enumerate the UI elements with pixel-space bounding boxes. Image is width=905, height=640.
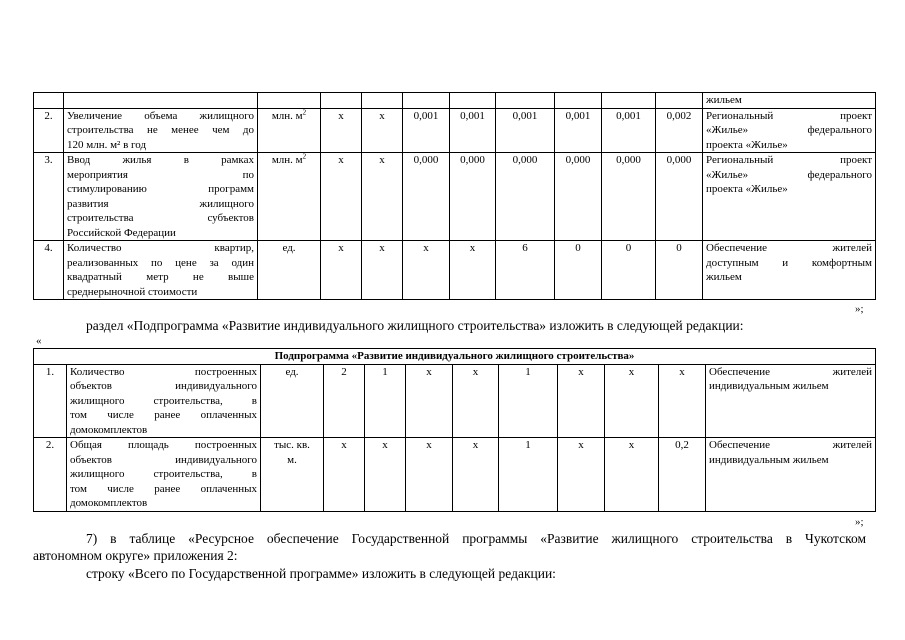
note-cell-line: Обеспечение жителей — [709, 365, 873, 378]
year-value: x — [321, 241, 362, 300]
table-row — [34, 108, 876, 153]
year-value: x — [321, 153, 362, 241]
ihc-subprogram-body — [34, 364, 876, 511]
indicator-name-line: строительства не менее чем до — [67, 124, 254, 136]
table-row — [34, 93, 876, 109]
year-value — [321, 93, 362, 109]
note-cell-line: Региональный проект — [706, 154, 872, 166]
year-value — [602, 93, 656, 109]
note-cell-line: Обеспечение жителей — [709, 439, 873, 451]
indicator-name-line: Количество квартир, — [67, 242, 254, 254]
year-value: 0,002 — [656, 108, 703, 153]
indicator-name — [67, 364, 261, 438]
unit-cell — [258, 153, 321, 241]
indicator-name-line: объектов индивидуального — [70, 380, 257, 392]
indicator-name-line: Количество построенных — [70, 365, 257, 378]
unit-label: млн. м — [271, 154, 303, 166]
row-number: 2. — [34, 108, 64, 153]
note-cell — [706, 364, 876, 438]
year-value — [496, 93, 555, 109]
year-value: x — [362, 153, 403, 241]
row-number: 1. — [34, 364, 67, 438]
table-row — [34, 153, 876, 241]
row-number: 2. — [34, 438, 67, 512]
closing-quote-2: »; — [855, 516, 864, 528]
year-value: 0,001 — [450, 108, 496, 153]
year-value: x — [558, 364, 605, 438]
indicator-name-line: реализованных по цене за один — [67, 256, 254, 269]
unit-superscript: 2 — [302, 152, 307, 161]
year-value: x — [321, 108, 362, 153]
year-value: 0,000 — [450, 153, 496, 241]
total-row-instruction: строку «Всего по Государственной программе» изложить в следующей редакции: — [86, 566, 556, 581]
year-value: 0,000 — [555, 153, 602, 241]
indicator-name — [67, 438, 261, 512]
table-row — [34, 438, 876, 512]
note-cell-line: Региональный проект — [706, 109, 872, 122]
year-value: 0,001 — [403, 108, 450, 153]
year-value — [362, 93, 403, 109]
year-value: x — [450, 241, 496, 300]
indicator-name-line: объектов индивидуального — [70, 453, 257, 466]
note-cell-line: индивидуальным жильем — [709, 453, 829, 466]
year-value: x — [605, 438, 659, 512]
indicator-name — [64, 93, 258, 109]
unit-cell — [261, 364, 324, 438]
year-value: 0,001 — [496, 108, 555, 153]
note-cell-line: «Жилье» федерального — [706, 124, 872, 136]
year-value: x — [453, 364, 499, 438]
year-value: 0,000 — [656, 153, 703, 241]
year-value: 0,000 — [403, 153, 450, 241]
note-cell-line: индивидуальным жильем — [709, 380, 829, 392]
indicator-name — [64, 241, 258, 300]
section-instruction-paragraph: раздел «Подпрограмма «Развитие индивидуального жилищного строительства» изложить в следующей редакции: — [86, 318, 744, 333]
indicator-name-line: стимулированию программ — [67, 183, 254, 195]
year-value: x — [324, 438, 365, 512]
amendment-paragraph-line-2: автономном округе» приложения 2: — [33, 548, 238, 563]
year-value: 0 — [602, 241, 656, 300]
unit-label: м. — [287, 453, 297, 466]
subprogram-title: Подпрограмма «Развитие индивидуального жилищного строительства» — [34, 349, 876, 365]
year-value: 2 — [324, 364, 365, 438]
indicator-name-line: жилищного строительства, в — [70, 468, 257, 480]
year-value: x — [406, 438, 453, 512]
indicator-name-line: домокомплектов — [70, 423, 148, 436]
year-value: x — [362, 241, 403, 300]
indicator-name-line: среднерыночной стоимости — [67, 285, 198, 298]
amendment-paragraph-line-1: 7) в таблице «Ресурсное обеспечение Государственной программы «Развитие жилищного строительства в Чукотском — [86, 531, 866, 546]
indicator-name-line: развития жилищного — [67, 197, 254, 210]
indicator-name — [64, 108, 258, 153]
closing-quote-1: »; — [855, 303, 864, 315]
year-value — [656, 93, 703, 109]
indicator-name-line: Ввод жилья в рамках — [67, 154, 254, 166]
year-value: 0,001 — [555, 108, 602, 153]
unit-superscript: 2 — [302, 108, 307, 116]
year-value: 1 — [365, 364, 406, 438]
indicator-name-line: том числе ранее оплаченных — [70, 409, 257, 421]
year-value — [403, 93, 450, 109]
year-value: x — [403, 241, 450, 300]
year-value: x — [362, 108, 403, 153]
year-value: 1 — [499, 364, 558, 438]
year-value: x — [605, 364, 659, 438]
note-cell — [703, 93, 876, 109]
year-value: 0,000 — [496, 153, 555, 241]
year-value: 0 — [555, 241, 602, 300]
note-cell-line: Обеспечение жителей — [706, 242, 872, 254]
note-cell-line: жильем — [706, 271, 742, 283]
year-value — [555, 93, 602, 109]
unit-label: тыс. кв. — [274, 439, 310, 451]
unit-label: ед. — [282, 242, 296, 254]
indicator-name-line: мероприятия по — [67, 168, 254, 181]
indicator-name-line: строительства субъектов — [67, 212, 254, 224]
ihc-subprogram-table — [33, 348, 876, 512]
indicator-name-line: жилищного строительства, в — [70, 394, 257, 407]
note-cell — [703, 153, 876, 241]
year-value: 0,000 — [602, 153, 656, 241]
indicator-name-line: квадратный метр не выше — [67, 271, 254, 283]
row-number — [34, 93, 64, 109]
indicator-name — [64, 153, 258, 241]
row-number: 4. — [34, 241, 64, 300]
year-value: 0 — [656, 241, 703, 300]
indicator-name-line: Увеличение объема жилищного — [67, 109, 254, 122]
unit-cell — [258, 93, 321, 109]
year-value: x — [453, 438, 499, 512]
unit-label: ед. — [285, 365, 299, 378]
unit-cell — [261, 438, 324, 512]
year-value — [450, 93, 496, 109]
year-value: 0,001 — [602, 108, 656, 153]
year-value: 6 — [496, 241, 555, 300]
housing-indicators-table — [33, 92, 876, 300]
housing-indicators-body — [34, 93, 876, 300]
year-value: x — [659, 364, 706, 438]
note-cell-line: проекта «Жилье» — [706, 138, 788, 151]
year-value: x — [558, 438, 605, 512]
amendment-paragraph — [86, 531, 866, 547]
note-cell-line: доступным и комфортным — [706, 256, 872, 269]
indicator-name-line: том числе ранее оплаченных — [70, 482, 257, 495]
note-cell — [703, 241, 876, 300]
note-cell — [706, 438, 876, 512]
opening-quote: « — [36, 335, 42, 347]
note-cell-line: «Жилье» федерального — [706, 168, 872, 181]
indicator-name-line: 120 млн. м² в год — [67, 138, 147, 151]
year-value: x — [406, 364, 453, 438]
indicator-name-line: домокомплектов — [70, 497, 148, 509]
indicator-name-line: Российской Федерации — [67, 226, 176, 239]
note-cell — [703, 108, 876, 153]
year-value: 1 — [499, 438, 558, 512]
unit-cell — [258, 108, 321, 153]
row-number: 3. — [34, 153, 64, 241]
indicator-name-line: Общая площадь построенных — [70, 439, 257, 451]
year-value: x — [365, 438, 406, 512]
note-cell-line: проекта «Жилье» — [706, 183, 788, 195]
unit-label: млн. м — [271, 109, 303, 122]
year-value: 0,2 — [659, 438, 706, 512]
table-row — [34, 241, 876, 300]
unit-cell — [258, 241, 321, 300]
note-cell-line: жильем — [706, 94, 742, 106]
table-row — [34, 364, 876, 438]
